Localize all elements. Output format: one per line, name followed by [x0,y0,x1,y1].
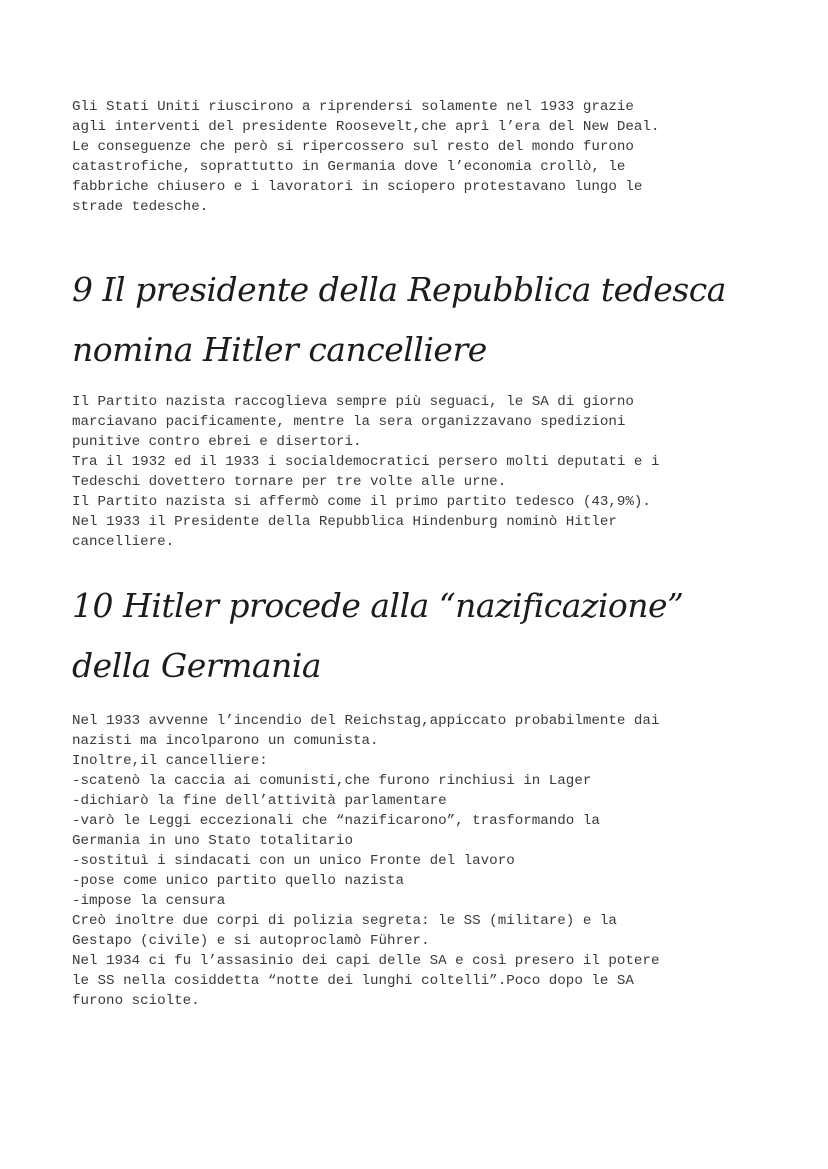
text-line: catastrofiche, soprattutto in Germania dove l’economia crollò, le [72,159,626,175]
text-line: Nel 1934 ci fu l’assasinio dei capi delle SA e così presero il potere [72,953,660,969]
text-line: Il Partito nazista si affermò come il primo partito tedesco (43,9%). [72,494,651,510]
text-line: Tedeschi dovettero tornare per tre volte alle urne. [72,474,507,490]
text-line: le SS nella cosiddetta “notte dei lunghi coltelli”.Poco dopo le SA [72,973,634,989]
section-10-title-line-2: della Germania [72,646,322,685]
text-line: strade tedesche. [72,199,209,215]
text-line: fabbriche chiusero e i lavoratori in sciopero protestavano lungo le [72,179,643,195]
text-line: Tra il 1932 ed il 1933 i socialdemocratici persero molti deputati e i [72,454,660,470]
text-line: nazisti ma incolparono un comunista. [72,733,379,749]
section-10-title-line-1: 10 Hitler procede alla “nazificazione” [72,586,684,625]
section-9-title-line-1: 9 Il presidente della Repubblica tedesca [72,270,726,309]
text-line: cancelliere. [72,534,175,550]
text-line: furono sciolte. [72,993,200,1009]
section-9-paragraph [72,392,772,552]
section-9-heading [72,260,772,380]
list-item: -varò le Leggi eccezionali che “nazificarono”, trasformando la [72,813,600,829]
list-item: -pose come unico partito quello nazista [72,873,405,889]
text-line: Le conseguenze che però si ripercossero sul resto del mondo furono [72,139,634,155]
text-line: Nel 1933 il Presidente della Repubblica Hindenburg nominò Hitler [72,514,617,530]
section-10-paragraph [72,711,772,1011]
text-line: Nel 1933 avvenne l’incendio del Reichstag,appiccato probabilmente dai [72,713,660,729]
text-line: agli interventi del presidente Roosevelt,che aprì l’era del New Deal. [72,119,660,135]
section-10-heading [72,576,772,696]
list-item: -scatenò la caccia ai comunisti,che furono rinchiusi in Lager [72,773,592,789]
text-line: punitive contro ebrei e disertori. [72,434,362,450]
text-line: Il Partito nazista raccoglieva sempre più seguaci, le SA di giorno [72,394,634,410]
text-line: Inoltre,il cancelliere: [72,753,268,769]
text-line: Gli Stati Uniti riuscirono a riprendersi solamente nel 1933 grazie [72,99,634,115]
list-item: -impose la censura [72,893,226,909]
list-item: -sostituì i sindacati con un unico Fronte del lavoro [72,853,515,869]
text-line: marciavano pacificamente, mentre la sera organizzavano spedizioni [72,414,626,430]
list-item: -dichiarò la fine dell’attività parlamentare [72,793,447,809]
section-9-title-line-2: nomina Hitler cancelliere [72,330,487,369]
text-line: Germania in uno Stato totalitario [72,833,353,849]
text-line: Gestapo (civile) e si autoproclamò Führer. [72,933,430,949]
intro-paragraph [72,97,772,217]
text-line: Creò inoltre due corpi di polizia segreta: le SS (militare) e la [72,913,617,929]
